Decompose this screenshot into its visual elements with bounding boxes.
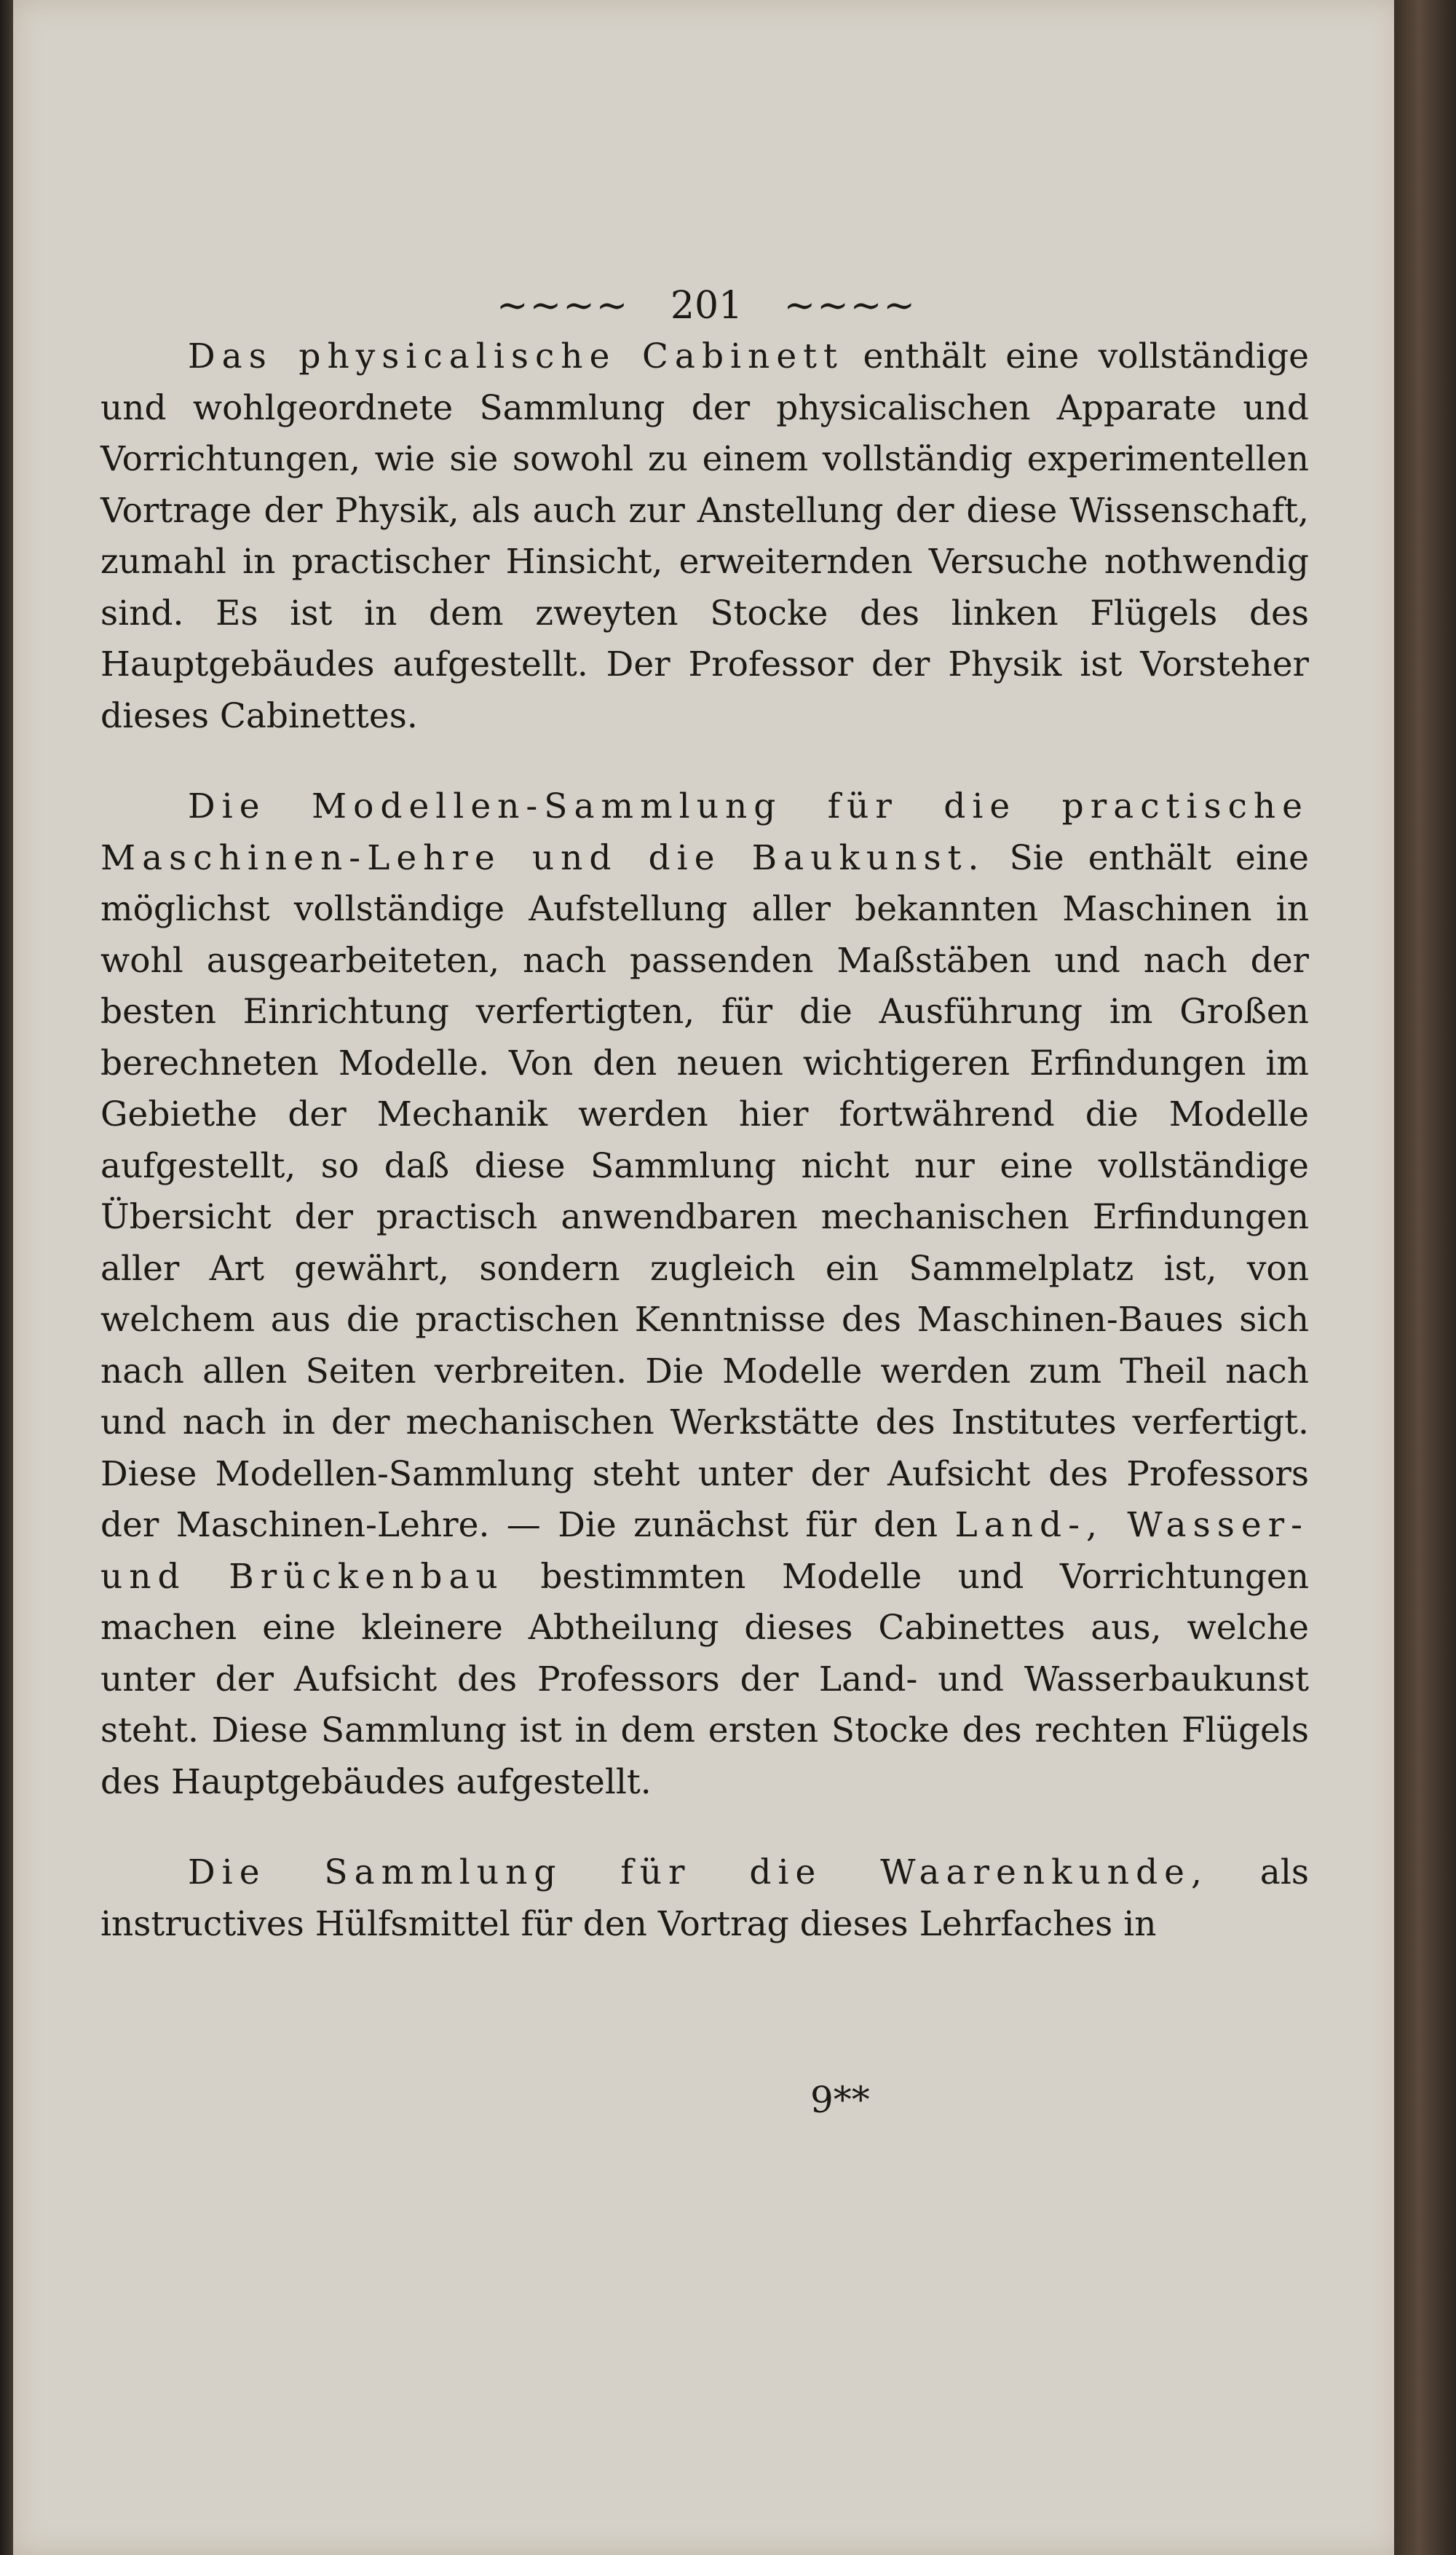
header-ornament-left: ~~~~ xyxy=(496,284,630,328)
paragraph-goods-collection xyxy=(100,1847,1309,1950)
paragraph-lead: Die Sammlung für die Waarenkunde, xyxy=(188,1852,1208,1892)
paragraph-text: als instructives Hülfsmittel für den Vortrag dieses Lehrfaches in xyxy=(100,1852,1309,1944)
page-number: 201 xyxy=(670,284,743,328)
header-ornament-right: ~~~~ xyxy=(783,284,917,328)
book-page-edge xyxy=(1394,0,1456,2555)
paragraph-text-continued: bestimmten Modelle und Vorrichtungen machen eine kleinere Abtheilung dieses Cabinettes aus, welche unter der Aufsicht des Professors der Land- und Wasserbaukunst steht. Diese Sammlung ist in dem ersten Stocke des rechten Flügels des Hauptgebäudes aufgestellt. xyxy=(100,1556,1310,1802)
body-text xyxy=(100,331,1309,1950)
page-paper xyxy=(13,0,1400,2555)
paragraph-text: Sie enthält eine möglichst vollständige Aufstellung aller bekannten Maschinen in wohl ausgearbeiteten, nach passenden Maßstäben und nach der besten Einrichtung verfertigten, für die Ausführung im Großen berechneten Modelle. Von den neuen wichtigeren Erfindungen im Gebiethe der Mechanik werden hier fortwährend die Modelle aufgestellt, so daß diese Sammlung nicht nur eine vollständige Übersicht der practisch anwendbaren mechanischen Erfindungen aller Art gewährt, sondern zugleich ein Sammelplatz ist, von welchem aus die practischen Kenntnisse des Maschinen-Baues sich nach allen Seiten verbreiten. Die Modelle werden zum Theil nach und nach in der mechanischen Werkstätte des Institutes verfertigt. Diese Modellen-Sammlung steht unter der Aufsicht des Professors der Maschinen-Lehre. — Die zunächst für den xyxy=(100,837,1309,1545)
page-header xyxy=(13,284,1400,328)
signature-mark: 9** xyxy=(810,2079,870,2121)
paragraph-inline-emphasis: Land-, Wasser- und Brückenbau xyxy=(100,1505,1309,1597)
paragraph-physical-cabinet xyxy=(100,331,1309,742)
paragraph-lead: Das physicalische Cabinett xyxy=(188,336,844,376)
paragraph-text: enthält eine vollständige und wohlgeordnete Sammlung der physicalischen Apparate und Vorrichtungen, wie sie sowohl zu einem vollständig experimentellen Vortrage der Physik, als auch zur Anstellung der diese Wissenschaft, zumahl in practischer Hinsicht, erweiternden Versuche nothwendig sind. Es ist in dem zweyten Stocke des linken Flügels des Hauptgebäudes aufgestellt. Der Professor der Physik ist Vorsteher dieses Cabinettes. xyxy=(100,336,1309,736)
paragraph-model-collection xyxy=(100,781,1309,1808)
paragraph-lead: Die Modellen-Sammlung für die practische Maschinen-Lehre und die Baukunst. xyxy=(100,786,1309,878)
